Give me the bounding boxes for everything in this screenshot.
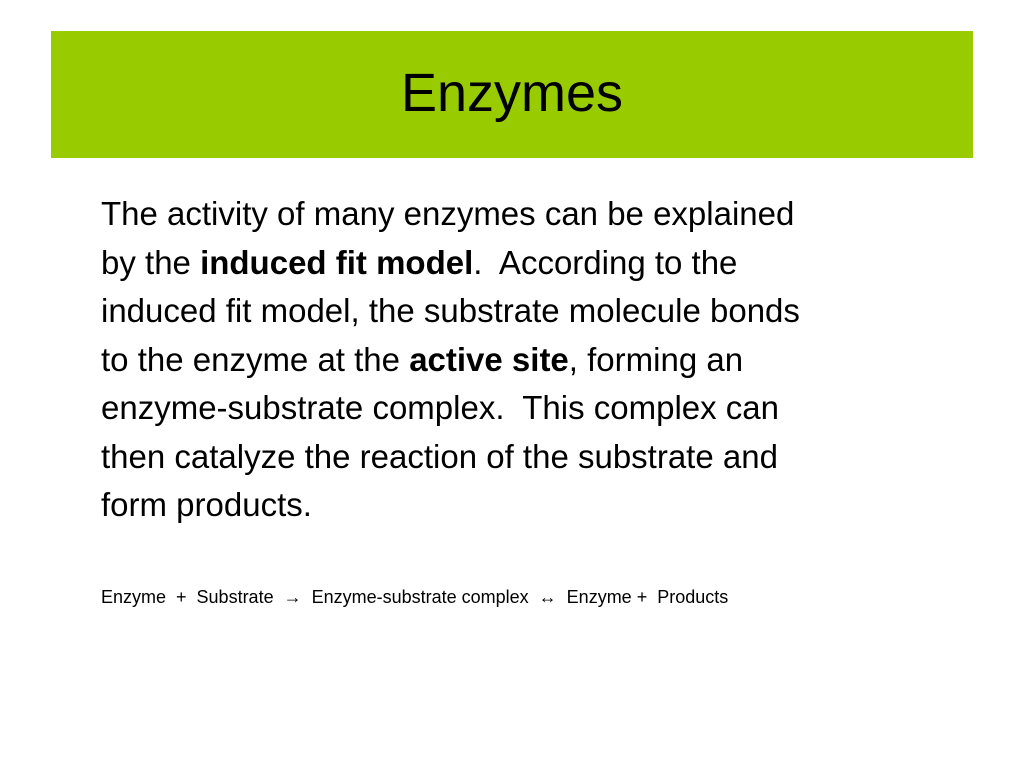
body-line-1: The activity of many enzymes can be explained — [101, 195, 795, 232]
active-site-term: active site — [409, 340, 569, 378]
body-line-4-pre: to the enzyme at the — [101, 340, 410, 378]
body-paragraph — [101, 190, 961, 530]
title-banner — [51, 31, 973, 158]
induced-fit-model-term: induced fit model — [200, 243, 474, 281]
reaction-equation: Enzyme + Substrate → Enzyme-substrate complex ↔ Enzyme + Products — [101, 587, 729, 607]
body-line-2 — [101, 239, 961, 288]
body-line-2-pre: by the — [101, 243, 201, 281]
body-line-3: induced fit model, the substrate molecule bonds — [101, 292, 800, 329]
body-line-2-post: . According to the — [473, 243, 738, 281]
body-line-4-post: , forming an — [568, 340, 744, 378]
body-line-5: enzyme-substrate complex. This complex can — [101, 389, 779, 426]
body-line-7: form products. — [101, 486, 312, 523]
body-line-6: then catalyze the reaction of the substrate and — [101, 437, 778, 475]
body-line-4 — [101, 336, 961, 385]
slide-title: Enzymes — [400, 62, 624, 123]
